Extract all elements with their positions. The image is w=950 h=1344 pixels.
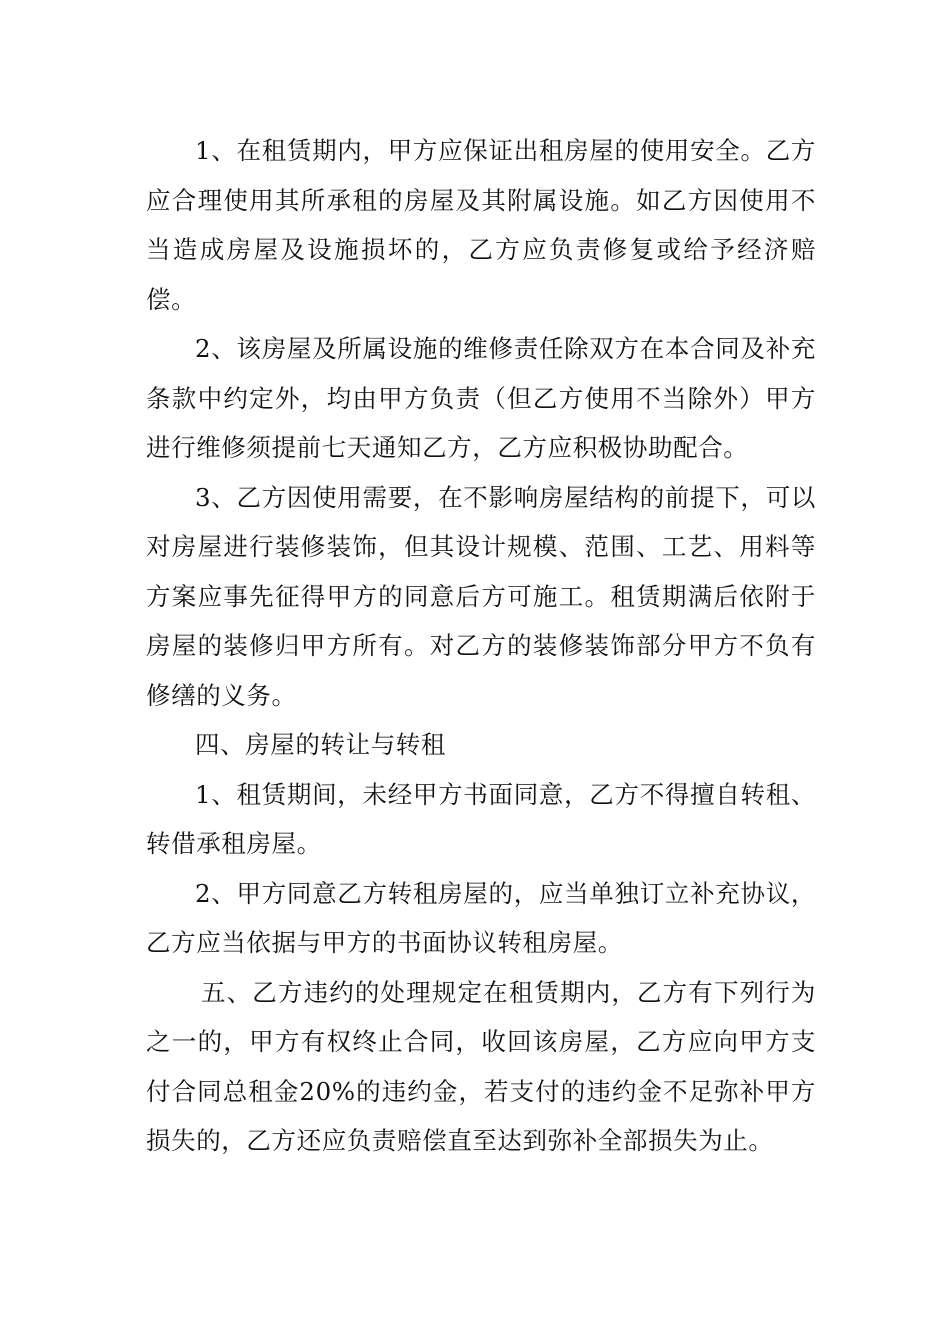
document-body [146,126,816,1166]
clause-paragraph: 1、租赁期间，未经甲方书面同意，乙方不得擅自转租、转借承租房屋。 [146,779,816,858]
section-heading: 四、房屋的转让与转租 [195,730,446,759]
clause-paragraph: 3、乙方因使用需要，在不影响房屋结构的前提下，可以对房屋进行装修装饰，但其设计规模、范围、工艺、用料等方案应事先征得甲方的同意后方可施工。租赁期满后依附于房屋的装修归甲方所有。对乙方的装修装饰部分甲方不负有修缮的义务。 [146,482,816,710]
clause-paragraph: 1、在租赁期内，甲方应保证出租房屋的使用安全。乙方应合理使用其所承租的房屋及其附属设施。如乙方因使用不当造成房屋及设施损坏的，乙方应负责修复或给予经济赔偿。 [146,136,816,314]
section-paragraph: 五、乙方违约的处理规定在租赁期内，乙方有下列行为之一的，甲方有权终止合同，收回该房屋，乙方应向甲方支付合同总租金20%的违约金，若支付的违约金不足弥补甲方损失的，乙方还应负责赔偿直至达到弥补全部损失为止。 [146,977,816,1155]
clause-paragraph: 2、该房屋及所属设施的维修责任除双方在本合同及补充条款中约定外，均由甲方负责（但乙方使用不当除外）甲方进行维修须提前七天通知乙方，乙方应积极协助配合。 [146,334,816,462]
clause-paragraph: 2、甲方同意乙方转租房屋的，应当单独订立补充协议，乙方应当依据与甲方的书面协议转租房屋。 [146,878,816,957]
